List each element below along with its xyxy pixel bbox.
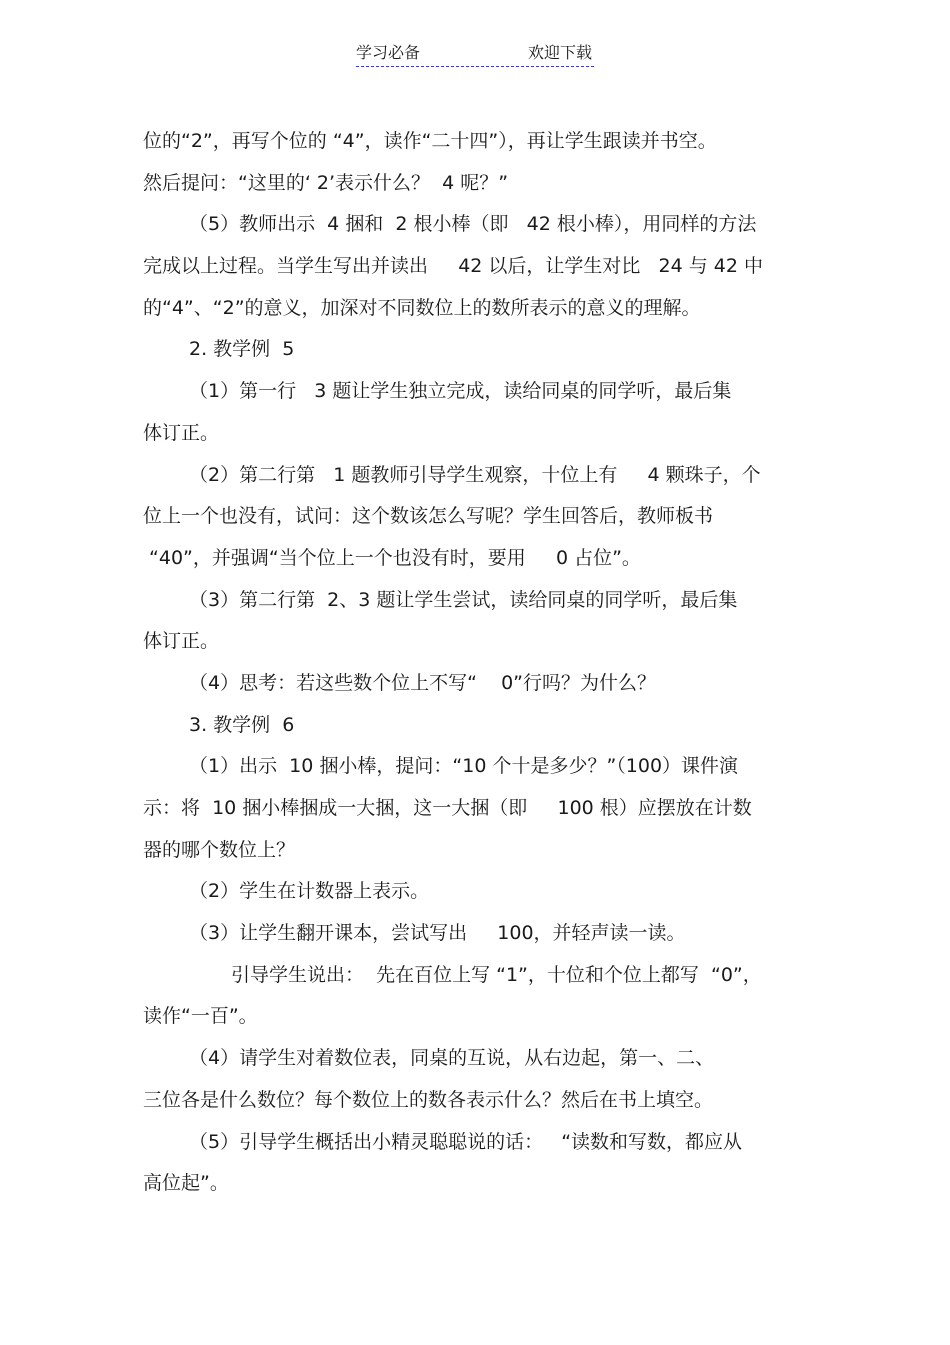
text-line: 引导学生说出： 先在百位上写 “1”，十位和个位上都写 “0”， — [231, 963, 762, 986]
section-heading: 3. 教学例 6 — [189, 713, 295, 736]
text-line: （5）教师出示 4 捆和 2 根小棒（即 42 根小棒），用同样的方法 — [189, 213, 757, 236]
text-line: 位上一个也没有，试问：这个数该怎么写呢？学生回答后，教师板书 — [143, 505, 714, 528]
section-heading: 2. 教学例 5 — [189, 338, 295, 361]
text-line: （3）让学生翻开课本，尝试写出 100，并轻声读一读。 — [189, 922, 686, 945]
header-left-text: 学习必备 — [356, 43, 421, 62]
text-line: 体订正。 — [143, 421, 220, 444]
text-line: 体订正。 — [143, 630, 220, 653]
text-line: （4）思考：若这些数个位上不写“ 0”行吗？为什么？ — [189, 671, 657, 694]
text-line: 器的哪个数位上？ — [143, 838, 296, 861]
document-body — [143, 121, 813, 1205]
text-line: “40”，并强调“当个位上一个也没有时，要用 0 占位”。 — [143, 546, 641, 569]
text-line: （1）第一行 3 题让学生独立完成，读给同桌的同学听，最后集 — [189, 380, 732, 403]
text-line: 位的“2”，再写个位的 “4”，读作“二十四”），再让学生跟读并书空。 — [143, 130, 717, 152]
text-line: （3）第二行第 2、3 题让学生尝试，读给同桌的同学听，最后集 — [189, 588, 738, 611]
text-line: （2）第二行第 1 题教师引导学生观察，十位上有 4 颗珠子，个 — [189, 463, 761, 486]
text-line: 三位各是什么数位？每个数位上的数各表示什么？然后在书上填空。 — [143, 1088, 714, 1111]
text-line: 完成以上过程。当学生写出并读出 42 以后，让学生对比 24 与 42 中 — [143, 255, 764, 278]
text-line: 示：将 10 捆小棒捆成一大捆，这一大捆（即 100 根）应摆放在计数 — [143, 797, 752, 819]
text-line: 的“4”、“2”的意义，加深对不同数位上的数所表示的意义的理解。 — [143, 296, 701, 319]
text-line: （2）学生在计数器上表示。 — [189, 880, 430, 903]
text-line: （4）请学生对着数位表，同桌的互说，从右边起，第一、二、 — [189, 1047, 715, 1070]
header-right-text: 欢迎下载 — [527, 43, 592, 62]
text-line: 读作“一百”。 — [143, 1005, 258, 1028]
text-line: （5）引导学生概括出小精灵聪聪说的话： “读数和写数，都应从 — [189, 1130, 743, 1153]
text-line: 高位起”。 — [143, 1172, 229, 1195]
page-header — [356, 42, 594, 67]
text-line: 然后提问：“这里的‘ 2’表示什么？ 4 呢？” — [143, 171, 509, 194]
text-line: （1）出示 10 捆小棒，提问：“10 个十是多少？”（100）课件演 — [189, 755, 739, 778]
